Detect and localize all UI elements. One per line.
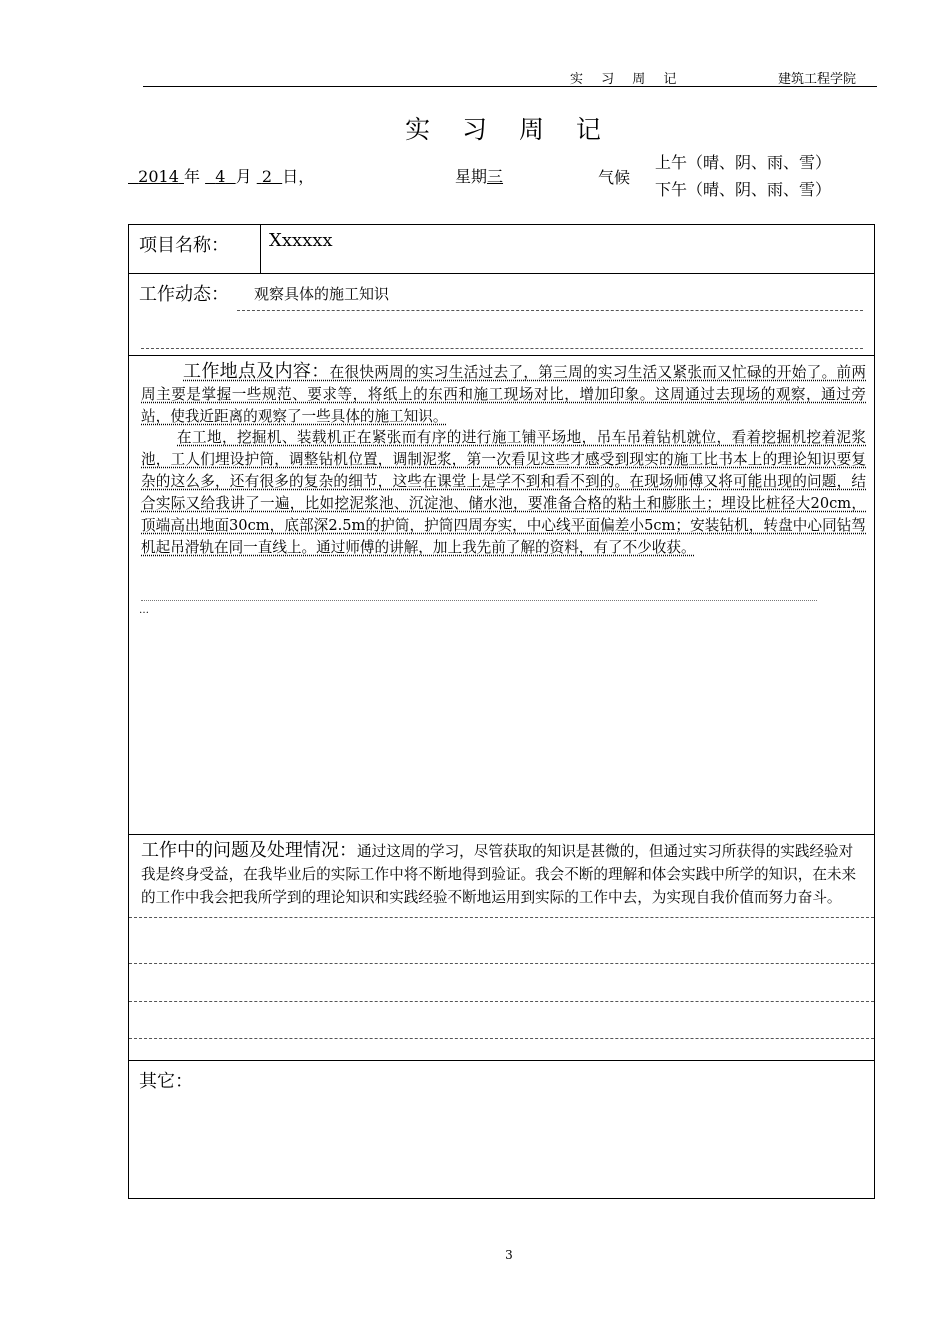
date-month-unit: 月 <box>235 167 252 186</box>
problems-label: 工作中的问题及处理情况： <box>141 840 357 861</box>
row-divider <box>129 1060 874 1061</box>
weekday-line <box>455 164 503 187</box>
location-content-paragraph-1[interactable] <box>141 361 866 428</box>
document-title: 实 习 周 记 <box>405 115 613 144</box>
row-divider <box>129 273 874 274</box>
weekly-record-form <box>128 224 875 1199</box>
work-location-label: 工作地点及内容： <box>183 361 330 382</box>
date-day-unit: 日， <box>282 167 315 186</box>
location-text-1: 在很快两周的实习生活过去了，第三周的实习生活又紧张而又忙碌的开始了。前两周主要是掌握一些规范、要求等，将纸上的东西和施工现场对比，增加印象。这周通过去现场的观察，通过旁站，使我近距离的观察了一些具体的施工知识。 <box>141 364 866 425</box>
dashed-writing-line <box>141 348 863 349</box>
page-number: 3 <box>505 1248 513 1262</box>
work-dynamics-value[interactable]: 观察具体的施工知识 <box>254 285 390 303</box>
row-divider <box>129 834 874 835</box>
date-year-unit: 年 <box>183 167 200 186</box>
project-name-label: 项目名称： <box>139 235 229 256</box>
date-year-field[interactable] <box>128 167 184 186</box>
weather-label: 气候 <box>598 168 631 187</box>
dashed-writing-line <box>129 1038 874 1039</box>
weekday-label: 星期 <box>455 167 488 186</box>
project-cell-divider <box>260 225 261 274</box>
date-day: 2 <box>261 167 273 186</box>
dashed-writing-line <box>129 917 874 918</box>
date-line <box>128 164 314 187</box>
location-content-paragraph-2[interactable]: 在工地，挖掘机、装载机正在紧张而有序的进行施工铺平场地，吊车吊着钻机就位，看着挖掘机挖着泥浆池，工人们埋设护筒，调整钻机位置，调制泥浆，第一次看见这些才感受到现实的施工比书本上的理论知识要复杂的这么多，还有很多的复杂的细节，这些在课堂上是学不到和看不到的。在现场师傅又将可能出现的问题，结合实际又给我讲了一遍，比如挖泥浆池、沉淀池、储水池，要准备合格的粘土和膨胀土；埋设比桩径大20cm，顶端高出地面30cm，底部深2.5m的护筒，护筒四周夯实，中心线平面偏差小5cm；安装钻机，转盘中心同钻驾机起吊滑轨在同一直线上。通过师傅的讲解，加上我先前了解的资料，有了不少收获。 <box>141 429 866 556</box>
header-rule <box>143 86 877 87</box>
running-header-title: 实 习 周 记 <box>570 72 684 87</box>
dashed-writing-line <box>237 310 863 311</box>
stray-mark: … <box>139 605 149 616</box>
dashed-writing-line <box>129 963 874 964</box>
date-year: 2014 <box>138 167 179 186</box>
date-day-field[interactable] <box>257 167 282 186</box>
weather-afternoon: 下午（晴、阴、雨、雪） <box>655 180 832 199</box>
row-divider <box>129 355 874 356</box>
work-dynamics-label: 工作动态： <box>139 284 229 305</box>
problems-text: 通过这周的学习，尽管获取的知识是甚微的，但通过实习所获得的实践经验对我是终身受益，在我毕业后的实际工作中将不断地得到验证。我会不断的理解和体会实践中所学的知识，在未来的工作中我会把我所学到的理论知识和实践经验不断地运用到实际的工作中去，为实现自我价值而努力奋斗。 <box>141 843 857 906</box>
weekday-value[interactable]: 三 <box>487 167 504 186</box>
weather-morning: 上午（晴、阴、雨、雪） <box>655 153 832 172</box>
other-label: 其它： <box>139 1071 193 1092</box>
dotted-writing-line <box>141 600 817 601</box>
project-name-value[interactable]: Xxxxxx <box>269 230 333 251</box>
problems-paragraph[interactable] <box>141 839 866 909</box>
date-month-field[interactable] <box>205 167 236 186</box>
date-month: 4 <box>215 167 226 186</box>
running-header-institution: 建筑工程学院 <box>778 72 857 87</box>
dashed-writing-line <box>129 1001 874 1002</box>
